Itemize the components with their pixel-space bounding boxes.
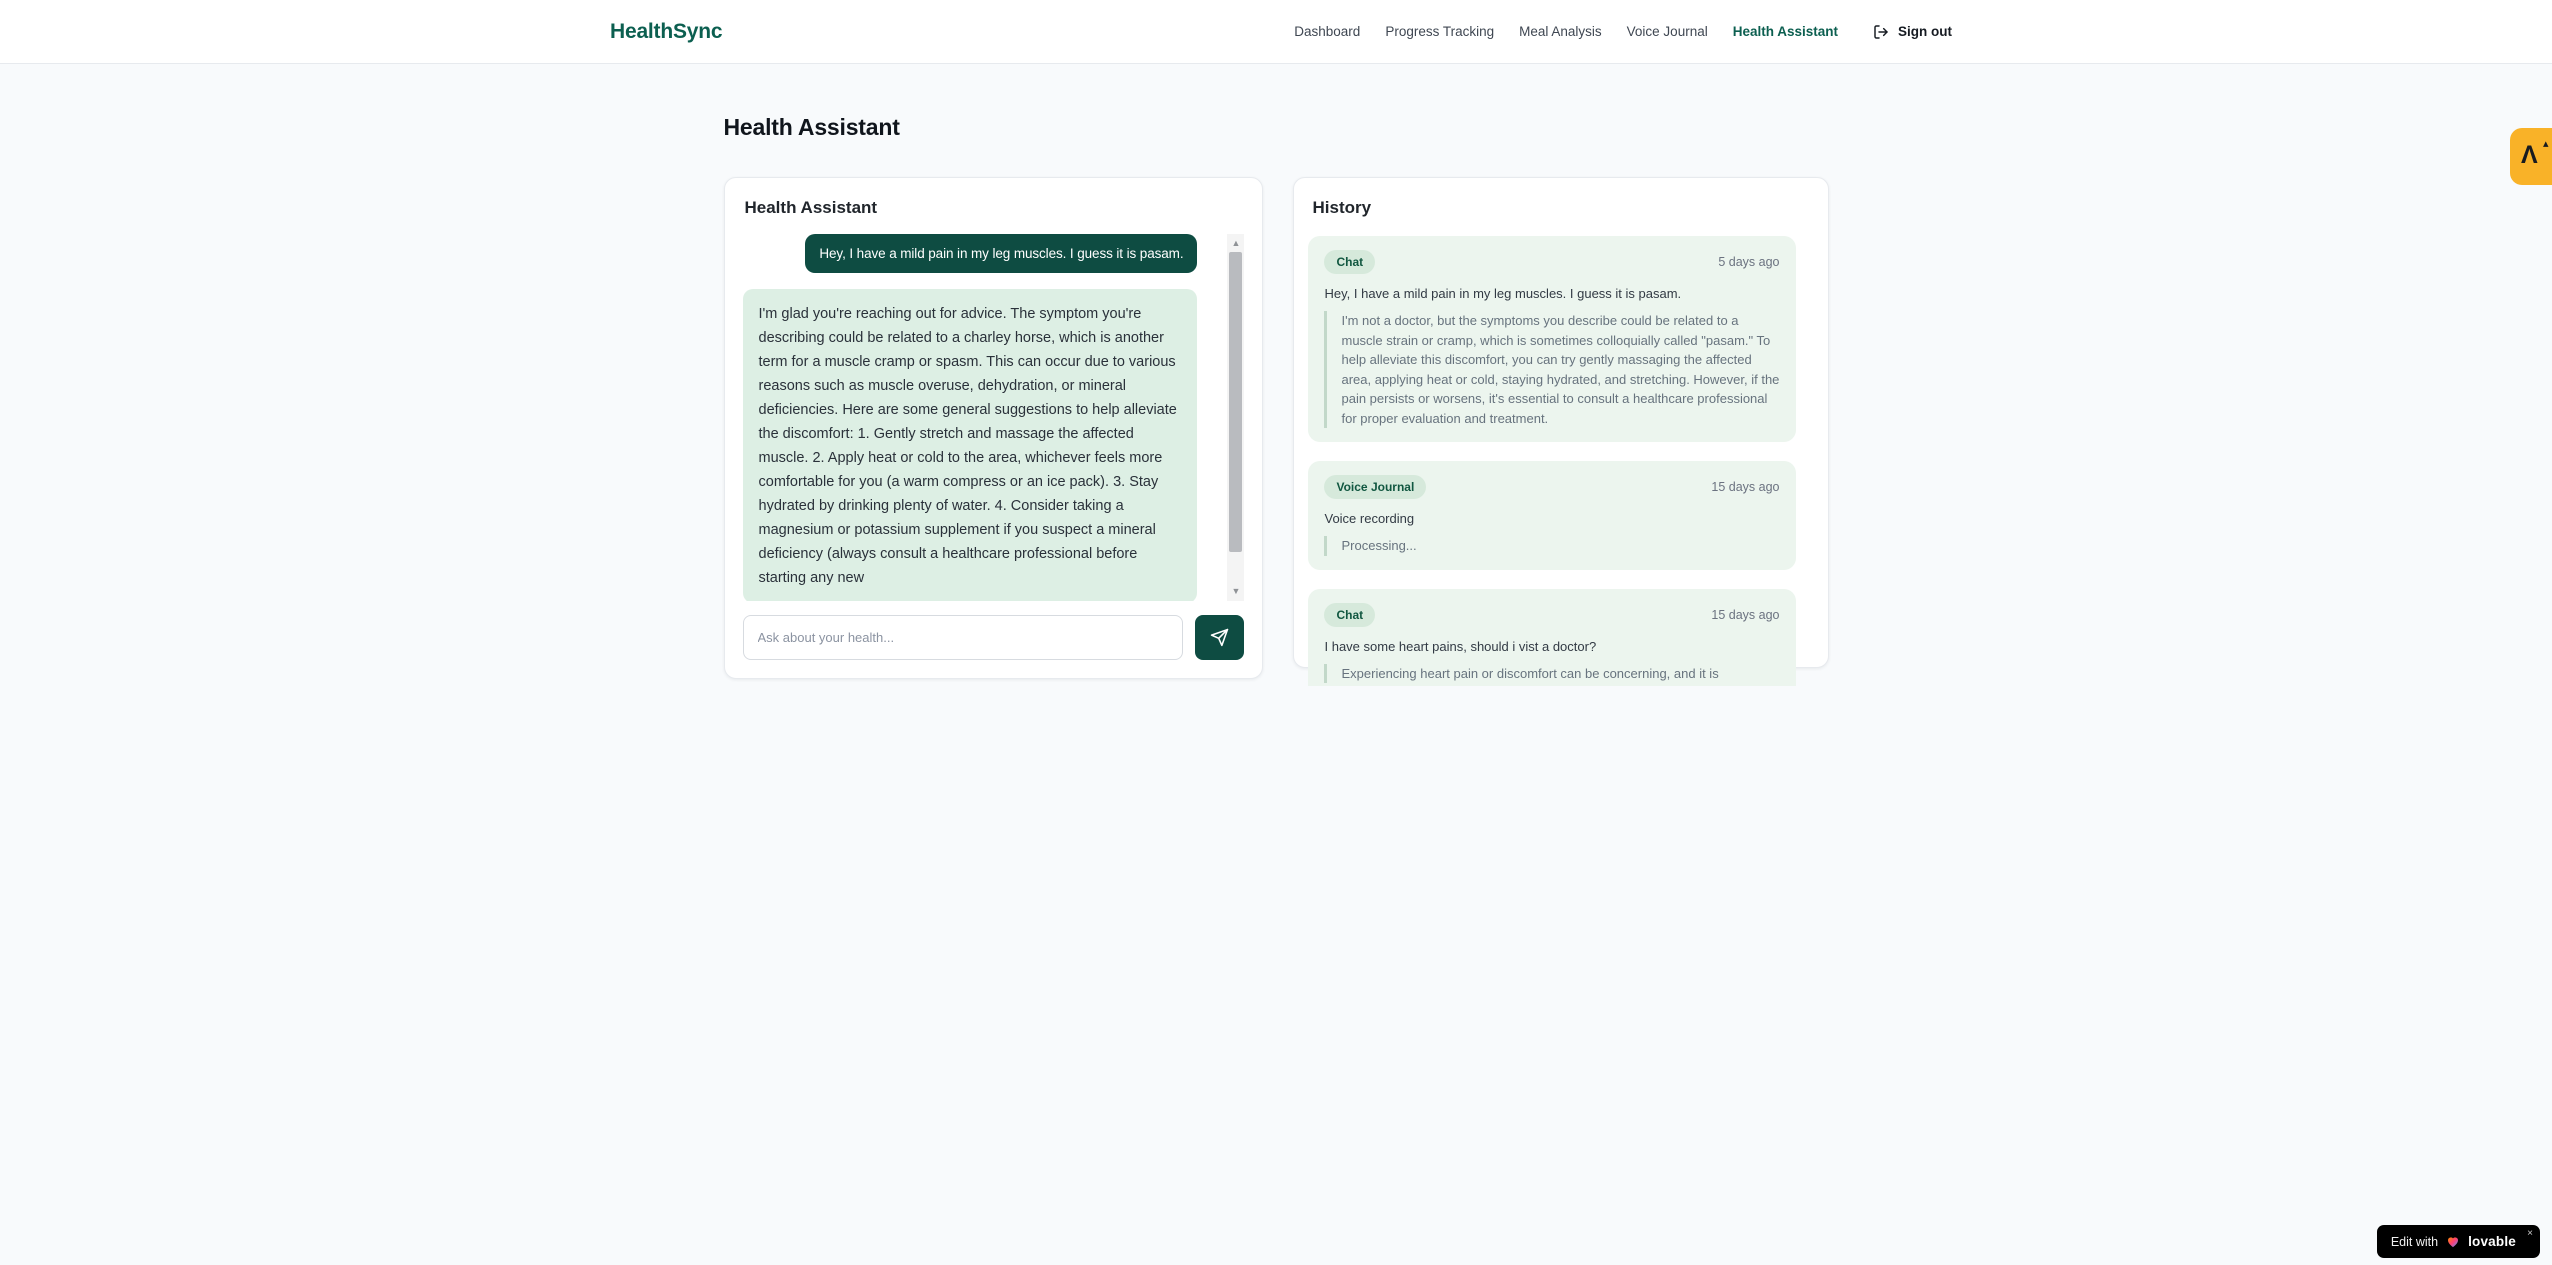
entry-message: Voice recording xyxy=(1324,511,1415,526)
send-button[interactable] xyxy=(1195,615,1244,660)
page-title: Health Assistant xyxy=(723,114,900,140)
nav-item-progress-tracking[interactable]: Progress Tracking xyxy=(1385,24,1495,39)
lovable-badge-prefix: Edit with xyxy=(2390,1234,2439,1249)
lovable-logo-dot: ▴ xyxy=(2543,138,2549,150)
chevron-up-icon[interactable]: ▲ xyxy=(1231,238,1241,248)
main-content xyxy=(724,64,1829,679)
nav-item-dashboard[interactable]: Dashboard xyxy=(1294,24,1361,39)
chat-message-user: Hey, I have a mild pain in my leg muscles. I guess it is pasam. xyxy=(805,234,1197,273)
send-icon xyxy=(1210,628,1229,647)
entry-type-badge: Chat xyxy=(1324,250,1375,274)
entry-type-badge: Voice Journal xyxy=(1324,475,1426,499)
history-entry[interactable] xyxy=(1308,589,1795,686)
entry-response: Processing... xyxy=(1324,536,1779,556)
entry-response: Experiencing heart pain or discomfort can be concerning, and it is xyxy=(1324,664,1779,684)
history-entry[interactable] xyxy=(1308,236,1795,442)
entry-type-badge: Chat xyxy=(1324,603,1375,627)
chat-scrollbar[interactable] xyxy=(1227,234,1244,601)
lovable-badge-name: lovable xyxy=(2468,1234,2516,1249)
entry-timestamp: 15 days ago xyxy=(1711,607,1780,622)
nav-item-health-assistant[interactable]: Health Assistant xyxy=(1732,24,1838,39)
edit-with-lovable-badge[interactable] xyxy=(2377,1225,2540,1258)
entry-response: I'm not a doctor, but the symptoms you describe could be related to a muscle strain or cramp, which is sometimes colloquially called "pasam." To help alleviate this discomfort, you can try gently massaging the affected area, applying heat or cold, staying hydrated, and stretching. However, if the pain persists or worsens, it's essential to consult a healthcare professional for proper evaluation and treatment. xyxy=(1324,311,1779,428)
app-logo[interactable]: HealthSync xyxy=(610,19,723,43)
chat-input[interactable] xyxy=(743,615,1184,660)
chat-input-row xyxy=(743,615,1245,660)
chat-messages-area xyxy=(743,234,1245,601)
heart-icon xyxy=(2445,1234,2461,1249)
history-entry[interactable] xyxy=(1308,461,1795,570)
entry-message: Hey, I have a mild pain in my leg muscles. I guess it is pasam. xyxy=(1324,286,1682,301)
main-nav xyxy=(1294,24,1952,40)
nav-item-voice-journal[interactable]: Voice Journal xyxy=(1626,24,1708,39)
sign-out-button[interactable] xyxy=(1873,24,1952,40)
log-out-icon xyxy=(1873,24,1889,40)
chat-card-title: Health Assistant xyxy=(744,198,878,217)
top-nav-bar xyxy=(0,0,2552,64)
health-assistant-chat-card xyxy=(724,177,1264,679)
chat-scrollbar-thumb[interactable] xyxy=(1229,252,1242,552)
history-card-title: History xyxy=(1312,198,1372,217)
history-card xyxy=(1293,177,1828,681)
sign-out-label: Sign out xyxy=(1898,24,1952,39)
lovable-logo-icon: Λ xyxy=(2521,141,2538,169)
entry-timestamp: 5 days ago xyxy=(1718,255,1780,269)
entry-message: I have some heart pains, should i vist a doctor? xyxy=(1324,638,1597,654)
chat-message-assistant: I'm glad you're reaching out for advice. The symptom you're describing could be related to a charley horse, which is another term for a muscle cramp or spasm. This can occur due to various reasons such as muscle overuse, dehydration, or mineral deficiencies. Here are some general suggestions to help alleviate the discomfort: 1. Gently stretch and massage the affected muscle. 2. Apply heat or cold to the area, whichever feels more comfortable for you (a warm compress or an ice pack). 3. Stay hydrated by drinking plenty of water. 4. Consider taking a magnesium or potassium supplement if you suspect a mineral deficiency (always consult a healthcare professional before starting any new xyxy=(743,289,1198,601)
nav-item-meal-analysis[interactable]: Meal Analysis xyxy=(1519,24,1602,39)
side-action-badge[interactable] xyxy=(2510,128,2552,185)
entry-timestamp: 15 days ago xyxy=(1711,480,1780,494)
chevron-down-icon[interactable]: ▼ xyxy=(1231,586,1241,596)
close-icon[interactable]: × xyxy=(2527,1228,2533,1239)
